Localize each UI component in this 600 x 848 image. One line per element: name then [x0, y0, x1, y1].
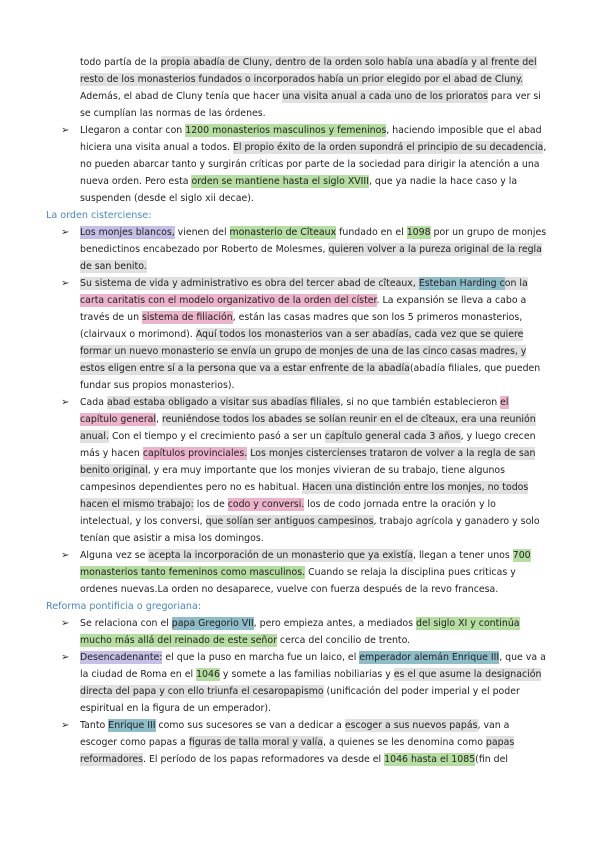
highlighted-text: capítulos provinciales. — [142, 448, 248, 459]
highlighted-text: papa Gregorio VII — [171, 618, 254, 629]
highlighted-text: del siglo XI y continúa mucho más allá del reinado de este señor — [80, 618, 520, 646]
bullet-arrow-icon: ➢ — [61, 125, 70, 136]
bullet-arrow-icon: ➢ — [61, 550, 70, 561]
highlighted-text: Enrique III — [108, 720, 156, 731]
highlighted-text: capítulo general cada 3 años — [324, 431, 461, 442]
highlighted-text: Desencadenante: — [80, 652, 163, 663]
text-run: Con el tiempo y el crecimiento pasó a ser un — [108, 431, 325, 442]
text-run: (abadía filiales, que pueden fundar sus propios monasterios). — [80, 363, 541, 391]
text-run: Se relaciona con el — [80, 618, 172, 629]
highlighted-text: Los monjes cistercienses trataron de volver a la regla de san benito original — [80, 448, 536, 476]
text-run: los de codo jornada entre la oración y lo intelectual, y los conversi, — [80, 499, 496, 527]
highlighted-text: carta caritatis con el modelo organizativo de la orden del císter — [80, 295, 377, 306]
bullet-arrow-icon: ➢ — [61, 618, 70, 629]
bullet-arrow-icon: ➢ — [61, 720, 70, 731]
highlighted-text: sistema de filiación — [142, 312, 233, 323]
text-run: , van a escoger como papas a — [80, 720, 510, 748]
text-run: cerca del concilio de trento. — [276, 635, 411, 646]
text-run: (fin del — [475, 754, 508, 765]
text-run: todo partía de la — [80, 57, 161, 68]
text-run: para ver si se cumplían las normas de las órdenes. — [80, 91, 541, 119]
text-run: , si no que también establecieron — [340, 397, 501, 408]
highlighted-text: 700 monasterios tanto femeninos como masculinos. — [80, 550, 531, 578]
bullet-arrow-icon: ➢ — [61, 278, 70, 289]
highlighted-text: on la — [504, 278, 528, 289]
text-run: , y era muy importante que los monjes vivieran de su trabajo, tiene algunos campesinos dependientes pero no es habitual. — [80, 465, 506, 493]
text-run: Cada — [80, 397, 107, 408]
highlighted-text: quieren volver a la pureza original de la regla de san benito. — [80, 244, 542, 272]
text-run: . El período de los papas reformadores va desde el — [143, 754, 385, 765]
text-run: , a quienes se les denomina como — [322, 737, 486, 748]
highlighted-text: que solían ser antiguos campesinos — [205, 516, 374, 527]
highlighted-text: Su sistema de vida y administrativo es obra del tercer abad de cîteaux, — [80, 278, 419, 289]
text-run: por un grupo de monjes benedictinos encabezado por Roberto de Molesmes, — [80, 227, 547, 255]
highlighted-text: codo y conversi. — [227, 499, 305, 510]
text-run: vienen del — [174, 227, 230, 238]
text-run: (unificación del poder imperial y el poder espiritual en la figura de un emperador). — [80, 686, 520, 714]
highlighted-text: monasterio de Cîteaux — [229, 227, 337, 238]
highlighted-text: reuniéndose todos los abades se solían reunir en el de cîteaux, era una reunión anual. — [80, 414, 536, 442]
section-heading: La orden cisterciense: — [46, 210, 152, 221]
text-run: , haciendo imposible que el abad hiciera una visita anual a todos. — [80, 125, 542, 153]
highlighted-text: figuras de talla moral y valía — [188, 737, 323, 748]
bullet-arrow-icon: ➢ — [61, 397, 70, 408]
text-run: fundado en el — [336, 227, 407, 238]
highlighted-text: 1046 — [196, 669, 220, 680]
bullet-paragraph — [61, 224, 548, 275]
text-run: Además, el abad de Cluny tenía que hacer — [80, 91, 283, 102]
highlighted-text: escoger a sus nuevos papás — [344, 720, 478, 731]
text-run: , — [156, 414, 162, 425]
bullet-paragraph — [61, 394, 548, 547]
text-run: y somete a las familias nobiliarias y — [219, 669, 394, 680]
highlighted-text: El propio éxito de la orden supondrá el principio de su decadencia — [232, 142, 544, 153]
bullet-arrow-icon: ➢ — [61, 227, 70, 238]
text-run: , que ya nadie la hace caso y la suspenden (desde el siglo xii decae). — [80, 176, 518, 204]
text-run: , no pueden abarcar tanto y surgirán críticas por parte de la sociedad para dirigir la atención a una nueva orden. Pero esta — [80, 142, 547, 187]
highlighted-text: orden se mantiene hasta el siglo XVIII — [191, 176, 369, 187]
text-run: Cuando se relaja la disciplina pues criticas y ordenes nuevas.La orden no desaparece, vuelve con fuerza después de la revo francesa. — [80, 567, 516, 595]
bullet-paragraph — [61, 547, 548, 598]
text-run: . La expansión se lleva a cabo a través de un — [80, 295, 527, 323]
text-run: Alguna vez se — [80, 550, 149, 561]
highlighted-text: una visita anual a cada uno de los prioratos — [282, 91, 488, 102]
bullet-paragraph — [61, 615, 548, 649]
document-body — [46, 54, 548, 768]
bullet-paragraph — [61, 122, 548, 207]
text-run: , trabajo agrícola y ganadero y solo tenían que asistir a misa los domingos. — [80, 516, 540, 544]
text-run: , pero empieza antes, a mediados — [253, 618, 417, 629]
highlighted-text: 1046 hasta el 1085 — [384, 754, 476, 765]
text-run: Tanto — [80, 720, 109, 731]
highlighted-text: es el que asume la designación directa del papa y con ello triunfa el cesaropapismo — [80, 669, 542, 697]
highlighted-text: el capítulo general — [80, 397, 509, 425]
text-run: Llegaron a contar con — [80, 125, 186, 136]
text-run: , están las casas madres que son los 5 primeros monasterios, (clairvaux o morimond). — [80, 312, 523, 340]
text-run: el que la puso en marcha fue un laico, el — [162, 652, 360, 663]
text-run: los de — [193, 499, 228, 510]
bullet-paragraph — [61, 649, 548, 717]
highlighted-text: 1200 monasterios masculinos y femeninos — [185, 125, 387, 136]
highlighted-text: emperador alemán Enrique III — [359, 652, 500, 663]
highlighted-text: propia abadía de Cluny, dentro de la orden solo había una abadía y al frente del resto de los monasterios fundados o incorporados había un prior elegido por el abad de Cluny. — [80, 57, 537, 85]
text-run: , llegan a tener unos — [412, 550, 513, 561]
highlighted-text: abad estaba obligado a visitar sus abadías filiales — [106, 397, 341, 408]
highlighted-text: Esteban Harding c — [418, 278, 505, 289]
text-run: , que va a la ciudad de Roma en el — [80, 652, 546, 680]
section-heading: Reforma pontificia o gregoriana: — [46, 601, 202, 612]
text-run: , y luego crecen más y hacen — [80, 431, 536, 459]
bullet-arrow-icon: ➢ — [61, 652, 70, 663]
highlighted-text: Hacen una distinción entre los monjes, no todos hacen el mismo trabajo: — [80, 482, 529, 510]
bullet-paragraph — [61, 275, 548, 394]
paragraph — [80, 54, 548, 122]
highlighted-text: acepta la incorporación de un monasterio que ya existía — [148, 550, 413, 561]
highlighted-text: papas reformadores — [80, 737, 515, 765]
highlighted-text: Los monjes blancos, — [80, 227, 175, 238]
bullet-paragraph — [61, 717, 548, 768]
highlighted-text: 1098 — [406, 227, 431, 238]
text-run: como sus sucesores se van a dedicar a — [155, 720, 345, 731]
highlighted-text: Aquí todos los monasterios van a ser abadías, cada vez que se quiere formar un nuevo monasterio se envía un grupo de monjes de una de las cinco casas madres, y estos eligen entre sí a la persona que va a estar enfrente de la abadía — [80, 329, 527, 374]
